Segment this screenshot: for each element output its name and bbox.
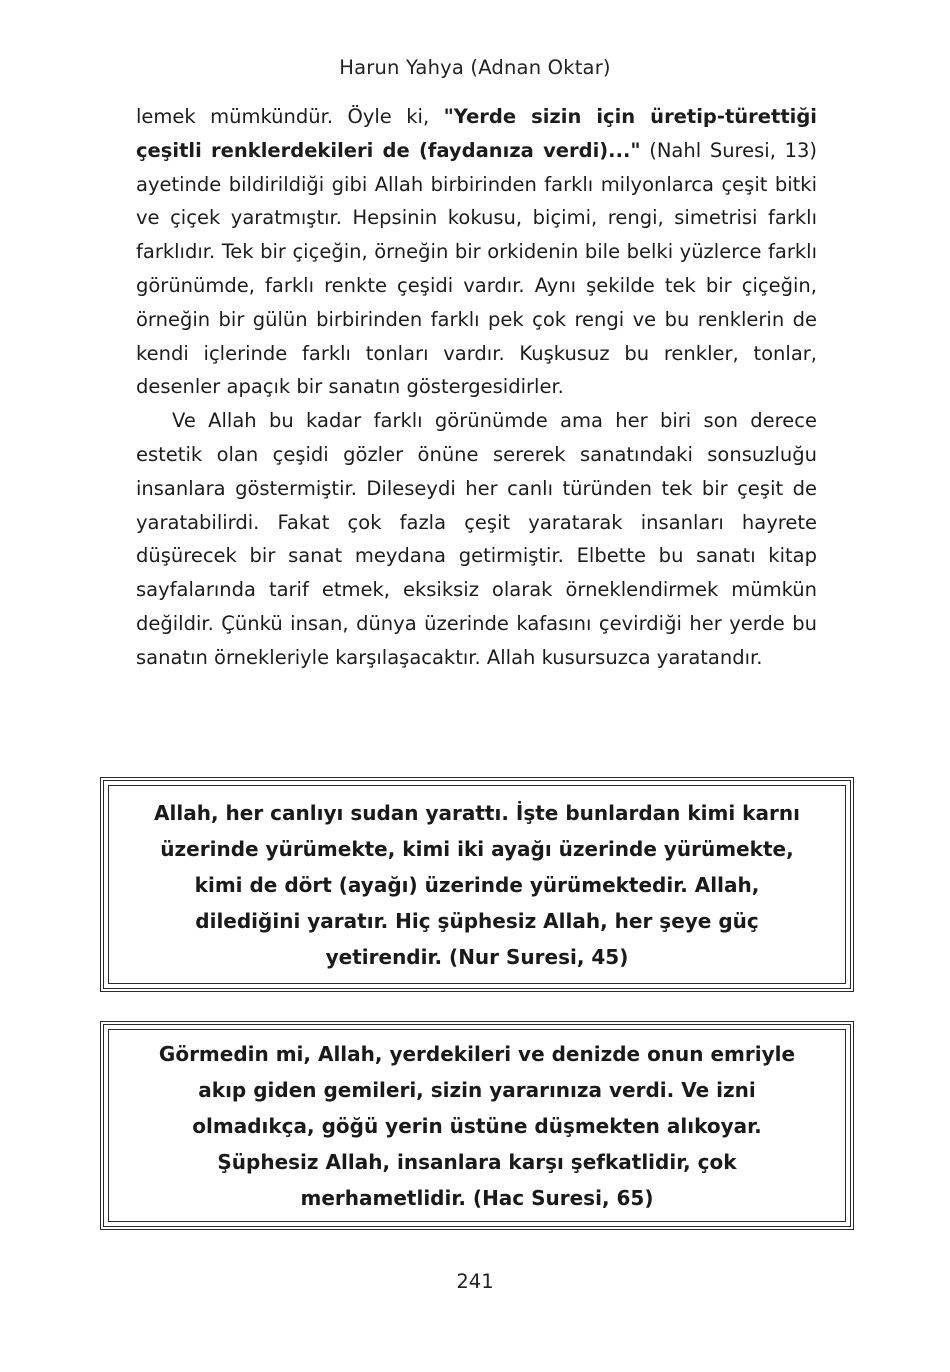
paragraph-1-rest: ayetinde bildirildiği gibi Allah birbirinden farklı milyonlarca çeşit bitki ve çiçek yaratmıştır. Hepsinin kokusu, biçimi, rengi, simetrisi farklı farklıdır. Tek bir çiçeğin, örneğin bir orkidenin bile belki yüzlerce farklı görünümde, farklı renkte çeşidi vardır. Aynı şekilde tek bir çiçeğin, örneğin bir gülün birbirinden farklı pek çok rengi ve bu renklerin de kendi içlerinde farklı tonları vardır. Kuşkusuz bu renkler, tonlar, desenler apaçık bir sanatın göstergesidirler. <box>136 172 817 399</box>
paragraph-1 <box>136 100 817 404</box>
ayah-box-nur <box>100 777 854 992</box>
ayah-text-hac: Görmedin mi, Allah, yerdekileri ve denizde onun emriyle akıp giden gemileri, sizin yararınıza verdi. Ve izni olmadıkça, göğü yerin üstüne düşmekten alıkoyar. Şüphesiz Allah, insanlara karşı şefkatlidir, çok merhametlidir. (Hac Suresi, 65) <box>158 1041 796 1210</box>
ayah-box-nur-inner <box>108 785 846 984</box>
paragraph-1-quote: "Yerde sizin için üretip-türettiği çeşitli renklerdekileri de (faydanıza verdi)..." <box>136 105 817 162</box>
ayah-box-hac-inner <box>108 1029 846 1222</box>
ayah-text-nur: Allah, her canlıyı sudan yarattı. İşte bunlardan kimi karnı üzerinde yürümekte, kimi iki ayağı üzerinde yürümekte, kimi de dört (ayağı) üzerinde yürümektedir. Allah, dilediğini yaratır. Hiç şüphesiz Allah, her şeye güç yetirendir. (Nur Suresi, 45) <box>154 800 800 969</box>
body-text <box>136 100 817 675</box>
page-number: 241 <box>456 1270 494 1293</box>
ayah-box-hac <box>100 1021 854 1230</box>
paragraph-2: Ve Allah bu kadar farklı görünümde ama her biri son derece estetik olan çeşidi gözler önüne sererek sanatındaki sonsuzluğu insanlara göstermiştir. Dileseydi her canlı türünden tek bir çeşit de yaratabilirdi. Fakat çok fazla çeşit yaratarak insanları hayrete düşürecek bir sanat meydana getirmiştir. Elbette bu sanatı kitap sayfalarında tarif etmek, eksiksiz olarak örneklendirmek mümkün değildir. Çünkü insan, dünya üzerinde kafasını çevirdiği her yerde bu sanatın örnekleriyle karşılaşacaktır. Allah kusursuzca yaratandır. <box>136 409 817 669</box>
running-header: Harun Yahya (Adnan Oktar) <box>339 56 611 79</box>
paragraph-1-reference: (Nahl Suresi, 13) <box>640 138 817 162</box>
paragraph-1-lead: lemek mümkündür. Öyle ki, <box>136 105 444 128</box>
